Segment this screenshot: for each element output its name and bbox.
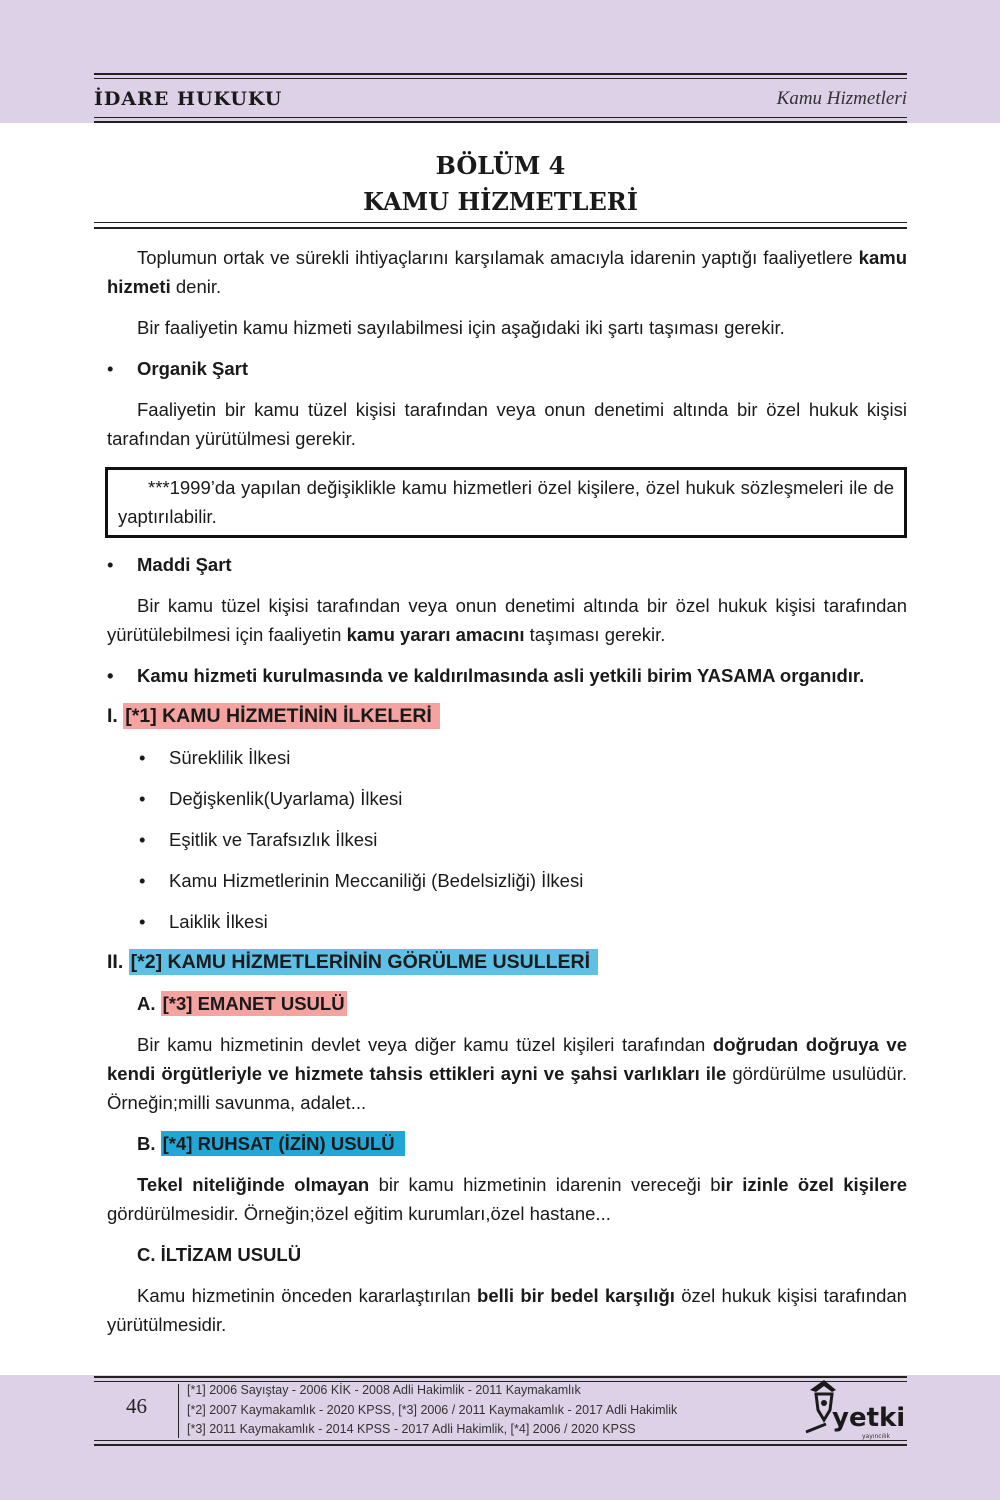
section-number: I. bbox=[107, 705, 124, 727]
chapter-number: BÖLÜM 4 bbox=[435, 151, 566, 180]
footer-divider bbox=[178, 1384, 179, 1438]
footer-rule bbox=[94, 1444, 907, 1446]
publisher-logo bbox=[802, 1376, 912, 1442]
list-item: • Değişkenlik(Uyarlama) İlkesi bbox=[139, 788, 403, 809]
bullet-text: Kamu hizmeti kurulmasında ve kaldırılmasında asli yetkili birim YASAMA organıdır. bbox=[137, 665, 865, 686]
intro-paragraph bbox=[107, 243, 907, 301]
emanet-text: Bir kamu hizmetinin devlet veya diğer kamu tüzel kişileri tarafından doğrudan doğruya ve kendi örgütleriyle ve hizmete tahsis ettikleri ayni ve şahsi varlıkları ile gördürülme usulüdür. Örneğin;milli savunma, adalet... bbox=[107, 1034, 907, 1113]
title-rule bbox=[94, 227, 907, 229]
bullet-maddi bbox=[107, 550, 907, 579]
header-rule bbox=[94, 78, 907, 79]
chapter-heading bbox=[94, 148, 907, 220]
bullet-title: Maddi Şart bbox=[137, 554, 232, 575]
bullet-title: Organik Şart bbox=[137, 358, 249, 379]
text-span: denir. bbox=[170, 276, 222, 297]
bold-term: kamu yararı amacını bbox=[346, 624, 525, 645]
text-span: taşıması gerekir. bbox=[524, 624, 666, 645]
section-label: [*2] KAMU HİZMETLERİNİN GÖRÜLME USULLERİ bbox=[129, 949, 598, 975]
iltizam-text: Kamu hizmetinin önceden kararlaştırılan belli bir bedel karşılığı özel hukuk kişisi tarafından yürütülmesidir. bbox=[107, 1285, 907, 1335]
list-item: • Eşitlik ve Tarafsızlık İlkesi bbox=[139, 829, 378, 850]
ruhsat-text: Tekel niteliğinde olmayan bir kamu hizmetinin idarenin vereceği bir izinle özel kişilere gördürülmesidir. Örneğin;özel eğitim kurumları,özel hastane... bbox=[107, 1174, 907, 1224]
section-label: [*1] KAMU HİZMETİNİN İLKELERİ bbox=[123, 703, 440, 729]
bold-term: kamu hizmeti bbox=[107, 247, 907, 297]
book-title: İDARE HUKUKU bbox=[94, 88, 283, 110]
subsection-b-heading: B. [*4] RUHSAT (İZİN) USULÜ bbox=[107, 1129, 907, 1158]
bold-term: Tekel niteliğinde olmayan bbox=[137, 1174, 370, 1195]
intro-paragraph-2: Bir faaliyetin kamu hizmeti sayılabilmesi için aşağıdaki iki şartı taşıması gerekir. bbox=[137, 317, 785, 338]
section-1-heading bbox=[107, 702, 907, 731]
title-rule bbox=[94, 222, 907, 223]
subsection-c-heading: C. İLTİZAM USULÜ bbox=[137, 1244, 302, 1265]
chapter-name: KAMU HİZMETLERİ bbox=[363, 187, 638, 216]
note-text: ***1999’da yapılan değişiklikle kamu hizmetleri özel kişilere, özel hukuk sözleşmeleri ile de yaptırılabilir. bbox=[118, 477, 894, 527]
list-item: • Laiklik İlkesi bbox=[139, 911, 268, 932]
reference-line: [*3] 2011 Kaymakamlık - 2014 KPSS - 2017 Adli Hakimlik, [*4] 2006 / 2020 KPSS bbox=[187, 1422, 636, 1436]
bullet-organik bbox=[107, 354, 907, 383]
chapter-title-running: Kamu Hizmetleri bbox=[776, 88, 907, 109]
bold-term: doğrudan doğruya ve kendi örgütleriyle ve hizmete tahsis ettikleri ayni ve şahsi varlıkları ile bbox=[107, 1034, 907, 1084]
bullet-dot: • bbox=[107, 358, 114, 379]
logo-subtext: yayıncılık bbox=[862, 1433, 891, 1440]
section-number: II. bbox=[107, 951, 129, 973]
page-content bbox=[107, 243, 907, 1339]
text-span: Toplumun ortak ve sürekli ihtiyaçlarını karşılamak amacıyla idarenin yaptığı faaliyetlere bbox=[137, 247, 859, 268]
reference-line: [*1] 2006 Sayıştay - 2006 KİK - 2008 Adli Hakimlik - 2011 Kaymakamlık bbox=[187, 1383, 581, 1397]
bullet-dot: • bbox=[107, 554, 114, 575]
section-2-heading bbox=[107, 948, 907, 977]
bold-term: ir izinle özel kişilere bbox=[720, 1174, 907, 1195]
bold-term: belli bir bedel karşılığı bbox=[477, 1285, 675, 1306]
organik-text: Faaliyetin bir kamu tüzel kişisi tarafından veya onun denetimi altında bir özel hukuk kişisi tarafından yürütülmesi gerekir. bbox=[107, 399, 907, 449]
bullet-yasama bbox=[107, 661, 907, 690]
list-item: • Süreklilik İlkesi bbox=[139, 747, 291, 768]
subsection-label: [*4] RUHSAT (İZİN) USULÜ bbox=[161, 1131, 405, 1156]
maddi-text bbox=[107, 591, 907, 649]
principles-list bbox=[107, 743, 907, 936]
logo-wordmark: yetki bbox=[832, 1403, 906, 1433]
footer-references bbox=[187, 1381, 677, 1440]
page-number: 46 bbox=[126, 1394, 147, 1418]
footer-rule bbox=[94, 1440, 907, 1441]
bullet-dot: • bbox=[107, 665, 114, 686]
footer-rule bbox=[94, 1376, 907, 1378]
subsection-a-heading: A. [*3] EMANET USULÜ bbox=[137, 993, 345, 1014]
text-span: Bir kamu tüzel kişisi tarafından veya onun denetimi altında bir özel hukuk kişisi tarafından yürütülebilmesi için faaliyetin bbox=[107, 595, 907, 645]
note-box bbox=[105, 467, 907, 538]
subsection-label: [*3] EMANET USULÜ bbox=[162, 993, 345, 1014]
header-rule bbox=[94, 73, 907, 75]
header-rule bbox=[94, 121, 907, 123]
header-rule bbox=[94, 117, 907, 118]
list-item: • Kamu Hizmetlerinin Meccaniliği (Bedelsizliği) İlkesi bbox=[139, 870, 584, 891]
reference-line: [*2] 2007 Kaymakamlık - 2020 KPSS, [*3] 2006 / 2011 Kaymakamlık - 2017 Adli Hakimlik bbox=[187, 1402, 678, 1417]
